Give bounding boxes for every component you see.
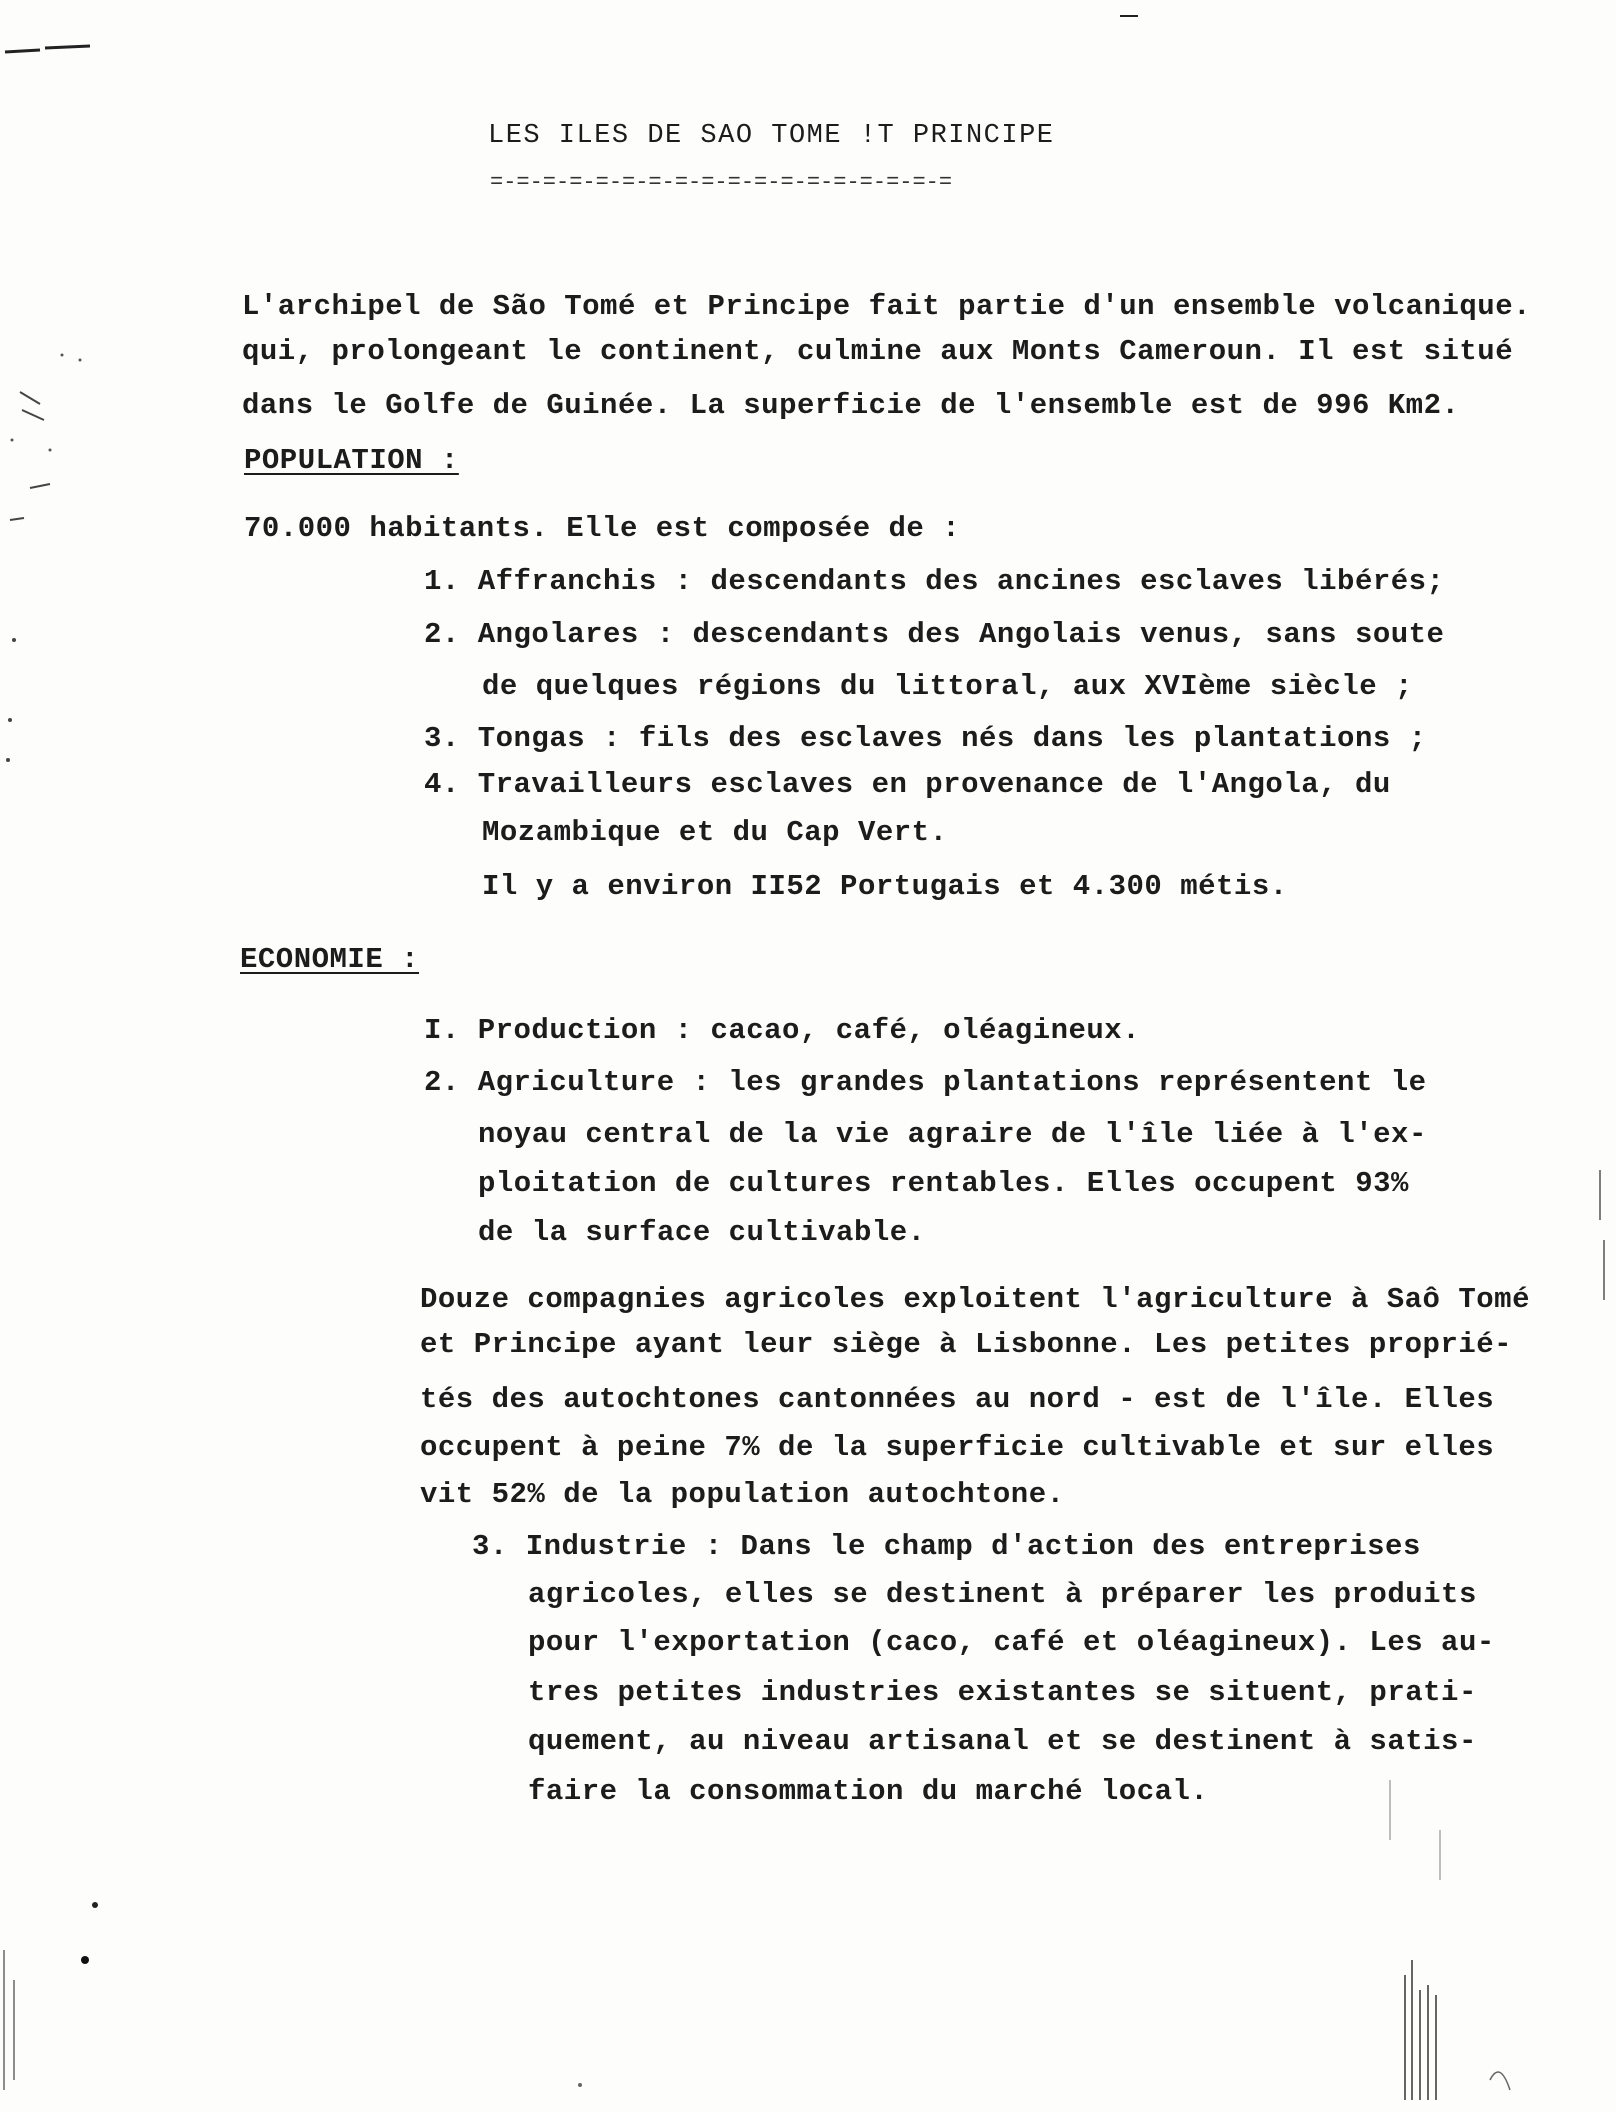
population-item-continuation: de quelques régions du littoral, aux XVIème siècle ; — [482, 670, 1413, 703]
population-item: 1. Affranchis : descendants des ancines esclaves libérés; — [424, 565, 1445, 598]
document-title: LES ILES DE SAO TOME !T PRINCIPE — [488, 121, 1055, 151]
population-item: 4. Travailleurs esclaves en provenance de l'Angola, du — [424, 768, 1391, 801]
industrie-line: tres petites industries existantes se situent, prati- — [528, 1676, 1477, 1709]
economie-item: I. Production : cacao, café, oléagineux. — [424, 1014, 1141, 1047]
title-underline-rule: =-=-=-=-=-=-=-=-=-=-=-=-=-=-=-=-=-= — [490, 170, 953, 195]
industrie-line: faire la consommation du marché local. — [528, 1775, 1209, 1808]
population-item: 2. Angolares : descendants des Angolais venus, sans soute — [424, 618, 1445, 651]
population-heading: POPULATION : — [244, 444, 459, 477]
economie-item-continuation: noyau central de la vie agraire de l'île liée à l'ex- — [478, 1118, 1427, 1151]
industrie-line: quement, au niveau artisanal et se destinent à satis- — [528, 1725, 1477, 1758]
industrie-line: 3. Industrie : Dans le champ d'action des entreprises — [472, 1530, 1421, 1563]
economie-paragraph-line: tés des autochtones cantonnées au nord - est de l'île. Elles — [420, 1383, 1495, 1416]
economie-paragraph-line: Douze compagnies agricoles exploitent l'agriculture à Saô Tomé — [420, 1283, 1530, 1316]
population-note: Il y a environ II52 Portugais et 4.300 métis. — [482, 870, 1288, 903]
industrie-line: pour l'exportation (caco, café et oléagineux). Les au- — [528, 1626, 1495, 1659]
economie-heading: ECONOMIE : — [240, 943, 420, 976]
intro-line: L'archipel de São Tomé et Principe fait partie d'un ensemble volcanique. — [242, 290, 1532, 323]
economie-item: 2. Agriculture : les grandes plantations représentent le — [424, 1066, 1427, 1099]
population-item-continuation: Mozambique et du Cap Vert. — [482, 816, 948, 849]
population-item: 3. Tongas : fils des esclaves nés dans les plantations ; — [424, 722, 1427, 755]
intro-line: qui, prolongeant le continent, culmine aux Monts Cameroun. Il est situé — [242, 335, 1514, 368]
economie-paragraph-line: occupent à peine 7% de la superficie cultivable et sur elles — [420, 1431, 1495, 1464]
economie-paragraph-line: et Principe ayant leur siège à Lisbonne. Les petites proprié- — [420, 1328, 1513, 1361]
population-lead: 70.000 habitants. Elle est composée de : — [244, 512, 961, 545]
economie-item-continuation: de la surface cultivable. — [478, 1216, 926, 1249]
economie-item-continuation: ploitation de cultures rentables. Elles occupent 93% — [478, 1167, 1409, 1200]
industrie-line: agricoles, elles se destinent à préparer les produits — [528, 1578, 1477, 1611]
intro-line: dans le Golfe de Guinée. La superficie de l'ensemble est de 996 Km2. — [242, 389, 1460, 422]
economie-paragraph-line: vit 52% de la population autochtone. — [420, 1478, 1065, 1511]
